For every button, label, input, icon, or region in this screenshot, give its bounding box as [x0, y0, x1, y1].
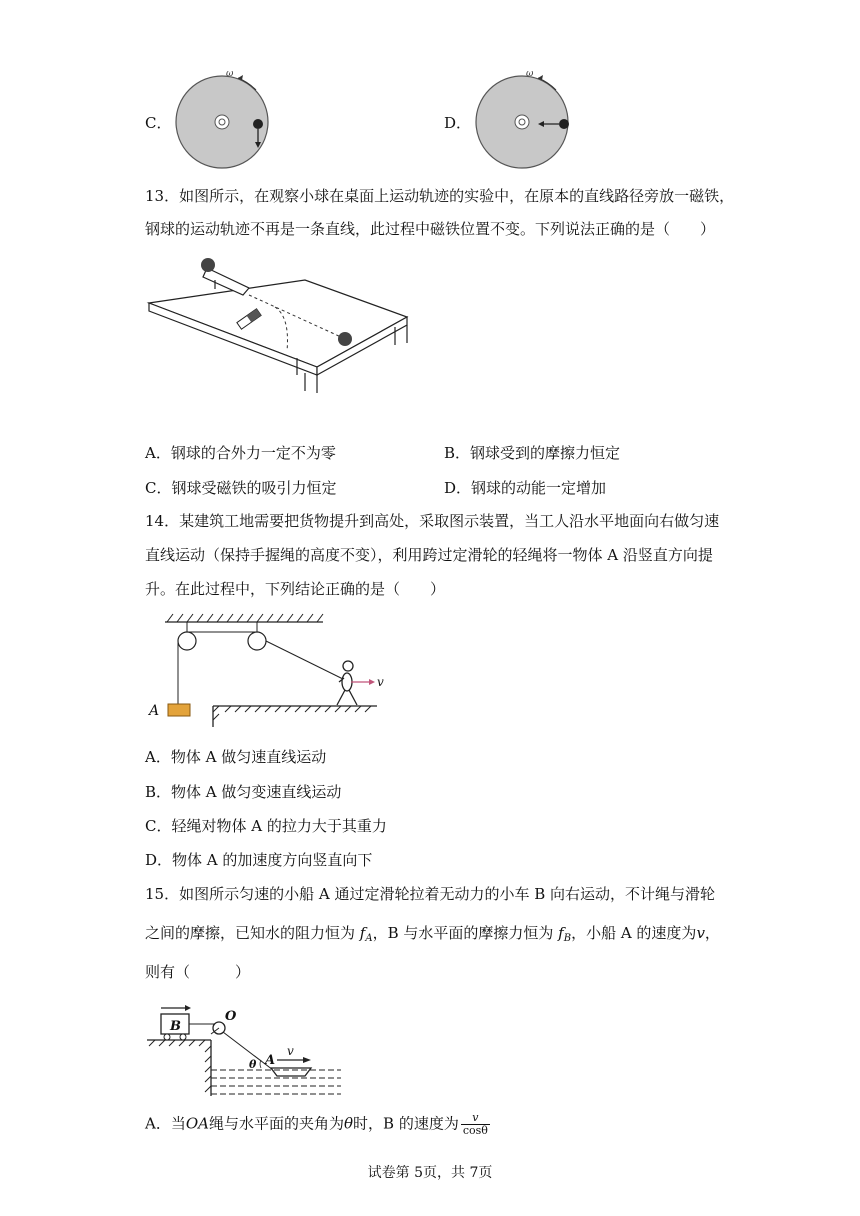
- q15-option-a: A．当OA绳与水平面的夹角为θ时，B 的速度为 $\frac{v}{\cos\theta}$: [145, 1111, 488, 1137]
- omega-label: ω: [226, 69, 234, 79]
- svg-text:O: O: [225, 1009, 237, 1024]
- q13-option-c: C．钢球受磁铁的吸引力恒定: [145, 479, 337, 497]
- svg-text:v: v: [377, 675, 384, 689]
- q15-stem-line1: 15．如图所示匀速的小船 A 通过定滑轮拉着无动力的小车 B 向右运动，不计绳与滑轮: [145, 885, 716, 903]
- option-d-label: D．: [444, 114, 472, 132]
- q14-stem-line1: 14．某建筑工地需要把货物提升到高处，采取图示装置，当工人沿水平地面向右做匀速: [145, 512, 720, 530]
- boat-cart-figure: [145, 1000, 345, 1098]
- svg-text:ω: ω: [526, 69, 534, 79]
- rotating-disc-figure-c: [170, 66, 280, 176]
- svg-text:v: v: [287, 1044, 294, 1058]
- page-footer: 试卷第 5页，共 7页: [367, 1165, 493, 1181]
- svg-text:A: A: [265, 1053, 276, 1068]
- svg-text:A: A: [149, 703, 160, 719]
- q15-stem-line2: 之间的摩擦，已知水的阻力恒为 $f_A$，B 与水平面的摩擦力恒为 $f_B$，小船 A 的速度为v，: [145, 924, 720, 944]
- table-magnet-figure: [145, 255, 415, 395]
- velocity-fraction: $\frac{v}{\cos\theta}$: [462, 1111, 488, 1137]
- q14-stem-line3: 升。在此过程中，下列结论正确的是（ ）: [145, 580, 446, 598]
- svg-text:θ: θ: [249, 1058, 257, 1071]
- q13-option-a: A．钢球的合外力一定不为零: [145, 444, 336, 462]
- q13-stem-line1: 13．如图所示，在观察小球在桌面上运动轨迹的实验中，在原本的直线路径旁放一磁铁，: [145, 187, 735, 205]
- q14-option-b: B．物体 A 做匀变速直线运动: [145, 783, 342, 801]
- pulley-worker-figure: [145, 612, 385, 732]
- q13-stem-line2: 钢球的运动轨迹不再是一条直线，此过程中磁铁位置不变。下列说法正确的是（ ）: [145, 220, 716, 238]
- rotating-disc-figure-d: [470, 66, 580, 176]
- q14-stem-line2: 直线运动（保持手握绳的高度不变），利用跨过定滑轮的轻绳将一物体 A 沿竖直方向提: [145, 546, 713, 564]
- q13-option-b: B．钢球受到的摩擦力恒定: [444, 444, 621, 462]
- q13-option-d: D．钢球的动能一定增加: [444, 479, 607, 497]
- q14-option-d: D．物体 A 的加速度方向竖直向下: [145, 851, 373, 869]
- option-c-label: C．: [145, 114, 172, 132]
- svg-text:B: B: [170, 1019, 181, 1034]
- q15-stem-line3: 则有（ ）: [145, 963, 251, 981]
- q14-option-c: C．轻绳对物体 A 的拉力大于其重力: [145, 817, 387, 835]
- q14-option-a: A．物体 A 做匀速直线运动: [145, 748, 327, 766]
